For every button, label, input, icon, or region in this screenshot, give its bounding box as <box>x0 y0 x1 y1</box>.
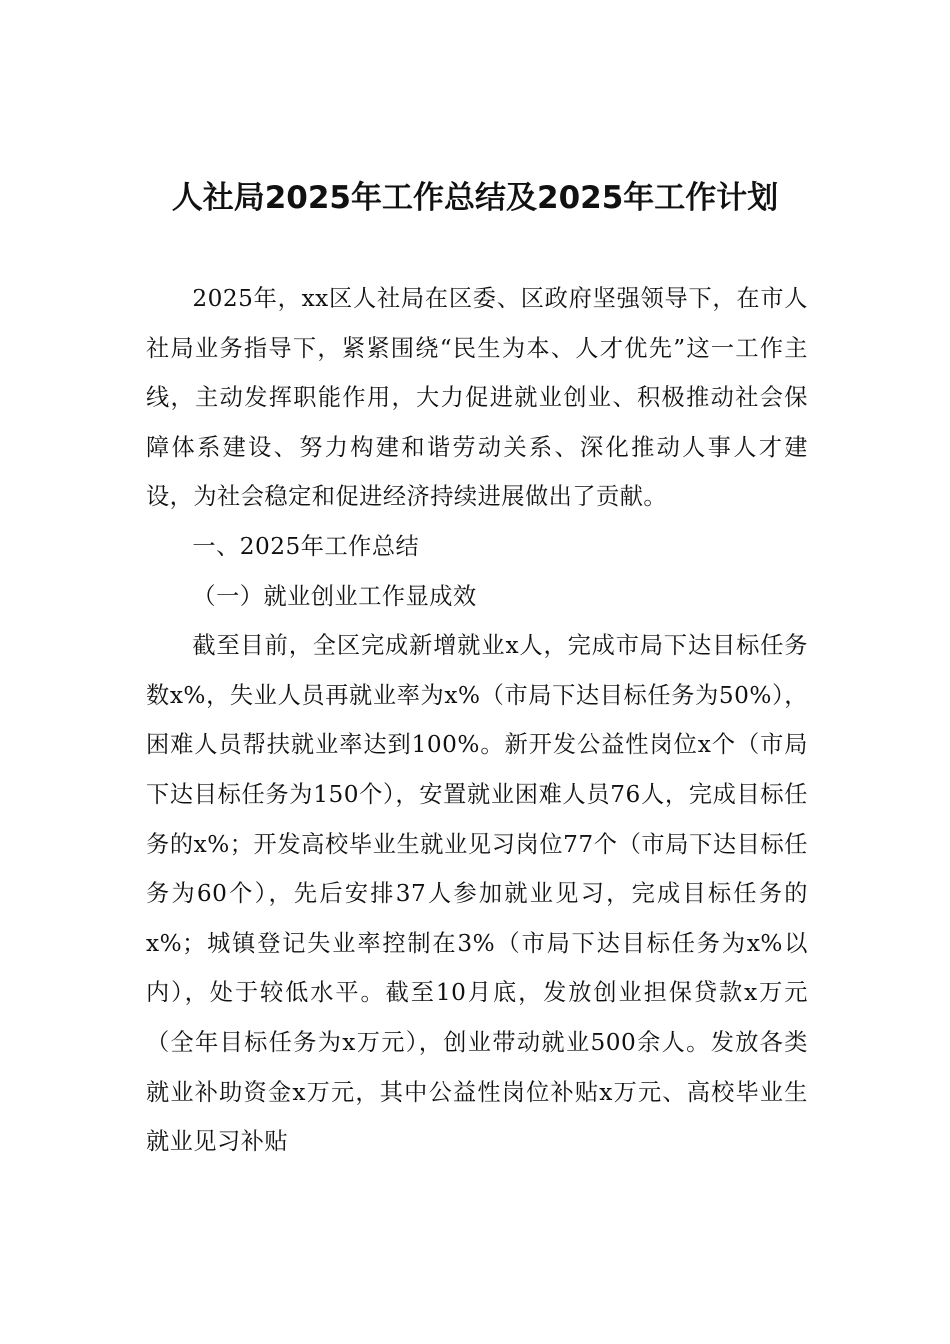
intro-paragraph: 2025年，xx区人社局在区委、区政府坚强领导下，在市人社局业务指导下，紧紧围绕“民生为本、人才优先”这一工作主线，主动发挥职能作用，大力促进就业创业、积极推动社会保障体系建设、努力构建和谐劳动关系、深化推动人事人才建设，为社会稳定和促进经济持续进展做出了贡献。 <box>146 285 808 511</box>
section-heading: 一、2025年工作总结 <box>192 532 420 560</box>
document-title: 人社局2025年工作总结及2025年工作计划 <box>171 180 779 216</box>
document-body <box>146 274 808 1167</box>
employment-paragraph: 截至目前，全区完成新增就业x人，完成市局下达目标任务数x%，失业人员再就业率为x%（市局下达目标任务为50%），困难人员帮扶就业率达到100%。新开发公益性岗位x个（市局下达目标任务为150个），安置就业困难人员76人，完成目标任务的x%；开发高校毕业生就业见习岗位77个（市局下达目标任务为60个），先后安排37人参加就业见习，完成目标任务的x%；城镇登记失业率控制在3%（市局下达目标任务为x%以内），处于较低水平。截至10月底，发放创业担保贷款x万元（全年目标任务为x万元），创业带动就业500余人。发放各类就业补助资金x万元，其中公益性岗位补贴x万元、高校毕业生就业见习补贴 <box>146 632 808 1156</box>
subsection-heading: （一）就业创业工作显成效 <box>192 582 477 610</box>
